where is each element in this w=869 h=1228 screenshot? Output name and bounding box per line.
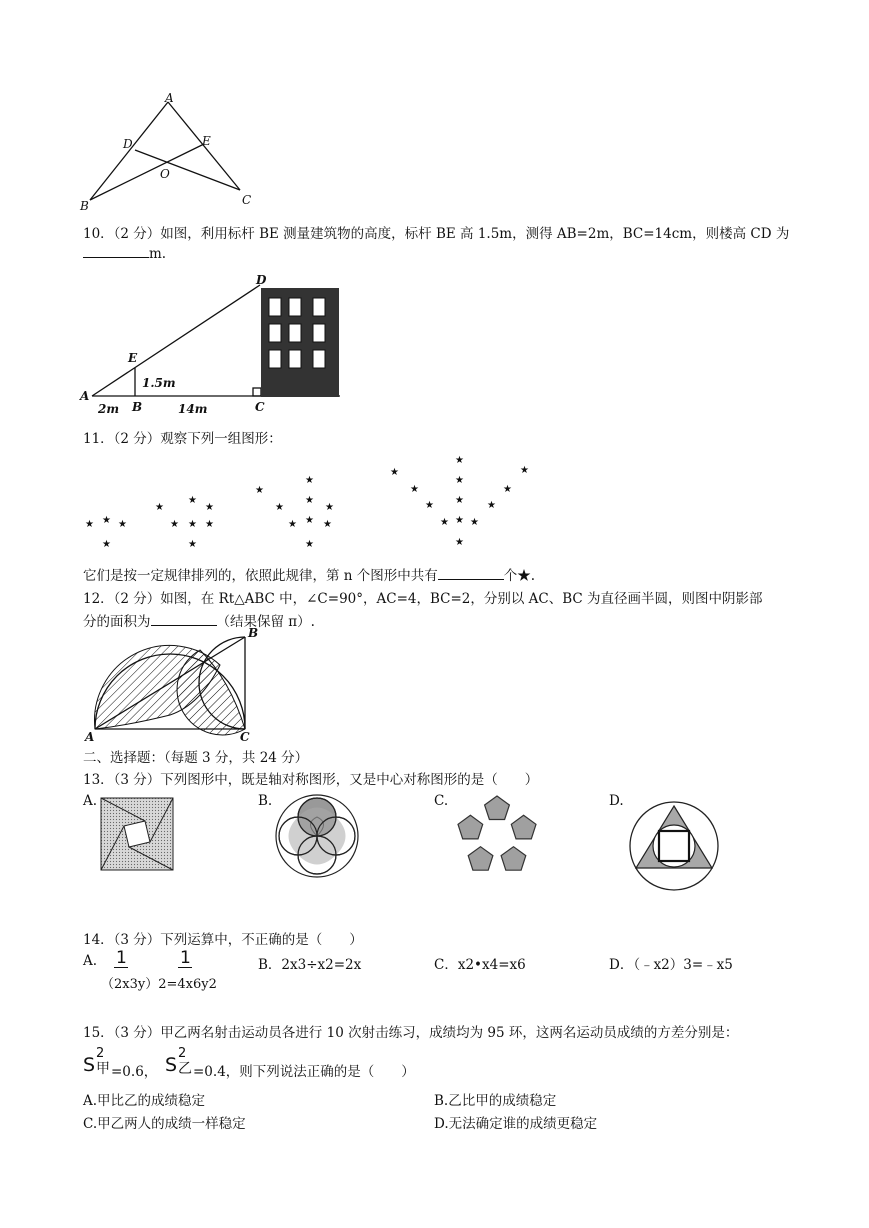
star-icon: ★ <box>118 519 127 530</box>
q13-option-d[interactable]: D. <box>609 793 624 809</box>
label-A: A <box>85 730 95 744</box>
star-icon: ★ <box>188 495 197 506</box>
star-icon: ★ <box>425 500 434 511</box>
star-icon: ★ <box>305 539 314 550</box>
question-10-text: 10．（2 分）如图，利用标杆 BE 测量建筑物的高度，标杆 BE 高 1.5m，测得 AB=2m，BC=14cm，则楼高 CD 为 <box>83 226 790 242</box>
label-be-height: 1.5m <box>142 376 176 390</box>
star-icon: ★ <box>410 484 419 495</box>
q14-option-b[interactable]: B．2x3÷x2=2x <box>258 957 362 973</box>
q14-option-a[interactable]: A. <box>83 953 98 969</box>
star-icon: ★ <box>305 475 314 486</box>
star-icon: ★ <box>503 484 512 495</box>
label-A: A <box>165 91 174 105</box>
q13-figure-c <box>452 794 542 878</box>
q14-a-expression: （2x3y）2=4x6y2 <box>101 977 217 992</box>
star-icon: ★ <box>188 519 197 530</box>
question-15-text: 15．（3 分）甲乙两名射击运动员各进行 10 次射击练习，成绩均为 95 环，这两名运动员成绩的方差分别是： <box>83 1025 739 1041</box>
star-icon: ★ <box>102 515 111 526</box>
question-12-text: 12．（2 分）如图，在 Rt△ABC 中，∠C=90°，AC=4，BC=2，分别以 AC、BC 为直径画半圆，则图中阴影部 <box>83 591 763 607</box>
q13-figure-a <box>100 797 175 872</box>
star-icon: ★ <box>440 517 449 528</box>
figure-q11-star-patterns <box>80 455 540 560</box>
label-A: A <box>80 389 90 403</box>
pentagon-shape <box>511 815 536 839</box>
question-11-conclusion: 它们是按一定规律排列的，依照此规律，第 n 个图形中共有 个★. <box>83 568 536 584</box>
figure-q9-triangle <box>80 90 270 215</box>
star-icon: ★ <box>455 537 464 548</box>
star-icon: ★ <box>205 502 214 513</box>
label-ab: 2m <box>98 402 120 416</box>
star-icon: ★ <box>170 519 179 530</box>
q13-figure-b <box>274 793 360 879</box>
label-C: C <box>255 400 265 414</box>
label-D: D <box>123 137 133 151</box>
figure-q10-building <box>80 270 350 420</box>
q14-option-c[interactable]: C．x2•x4=x6 <box>434 957 526 973</box>
star-icon: ★ <box>305 495 314 506</box>
star-icon: ★ <box>487 500 496 511</box>
star-icon: ★ <box>305 515 314 526</box>
star-icon: ★ <box>102 539 111 550</box>
label-bc: 14m <box>178 402 208 416</box>
q15-option-d[interactable]: D.无法确定谁的成绩更稳定 <box>434 1116 598 1132</box>
figure-q12-semicircles <box>80 625 270 745</box>
star-icon: ★ <box>85 519 94 530</box>
star-icon: ★ <box>520 465 529 476</box>
star-group <box>85 455 529 550</box>
star-icon: ★ <box>390 467 399 478</box>
label-C: C <box>240 730 250 744</box>
star-icon: ★ <box>455 495 464 506</box>
question-15-variance-line: S 2 甲 =0.6， S 2 乙 =0.4，则下列说法正确的是（ ） <box>83 1046 415 1080</box>
star-icon: ★ <box>323 519 332 530</box>
label-E: E <box>202 134 211 148</box>
question-11-text: 11．（2 分）观察下列一组图形： <box>83 431 282 447</box>
q15-option-a[interactable]: A.甲比乙的成绩稳定 <box>83 1093 206 1109</box>
pentagon-shape <box>485 796 510 820</box>
star-icon: ★ <box>470 517 479 528</box>
q14-a-fraction-1: 1 <box>116 948 127 968</box>
star-icon: ★ <box>325 502 334 513</box>
label-O: O <box>160 167 170 181</box>
q13-option-b[interactable]: B. <box>258 793 273 809</box>
fraction-bar <box>178 967 192 968</box>
fraction-bar <box>114 967 128 968</box>
label-B: B <box>80 199 89 213</box>
q14-option-d[interactable]: D．（﹣x2）3=﹣x5 <box>609 957 733 973</box>
star-icon: ★ <box>455 515 464 526</box>
label-D: D <box>256 273 267 287</box>
star-icon: ★ <box>455 455 464 466</box>
star-icon: ★ <box>275 502 284 513</box>
pentagon-shape <box>458 815 483 839</box>
answer-blank-q11[interactable] <box>438 567 504 580</box>
label-E: E <box>128 351 138 365</box>
pentagon-shape <box>501 847 526 871</box>
q15-option-b[interactable]: B.乙比甲的成绩稳定 <box>434 1093 557 1109</box>
question-13-text: 13．（3 分）下列图形中，既是轴对称图形，又是中心对称图形的是（ ） <box>83 772 539 788</box>
q13-option-a[interactable]: A. <box>83 793 98 809</box>
label-B: B <box>248 626 259 640</box>
question-12-line2: 分的面积为 （结果保留 π）. <box>83 614 315 630</box>
q13-option-c[interactable]: C. <box>434 793 449 809</box>
section-2-heading: 二、选择题：（每题 3 分，共 24 分） <box>83 750 309 766</box>
q13-figure-d <box>628 800 720 892</box>
star-icon: ★ <box>455 475 464 486</box>
unit-m: m. <box>149 246 167 262</box>
question-14-text: 14．（3 分）下列运算中，不正确的是（ ） <box>83 932 363 948</box>
label-B: B <box>132 400 143 414</box>
question-10-line2 <box>83 245 166 262</box>
star-icon: ★ <box>155 502 164 513</box>
star-icon: ★ <box>288 519 297 530</box>
answer-blank-q10[interactable] <box>83 245 149 258</box>
q14-a-fraction-2: 1 <box>180 948 191 968</box>
pentagon-shape <box>468 847 493 871</box>
star-icon: ★ <box>205 519 214 530</box>
star-icon: ★ <box>255 485 264 496</box>
q15-option-c[interactable]: C.甲乙两人的成绩一样稳定 <box>83 1116 246 1132</box>
label-C: C <box>242 193 252 207</box>
star-icon: ★ <box>188 539 197 550</box>
